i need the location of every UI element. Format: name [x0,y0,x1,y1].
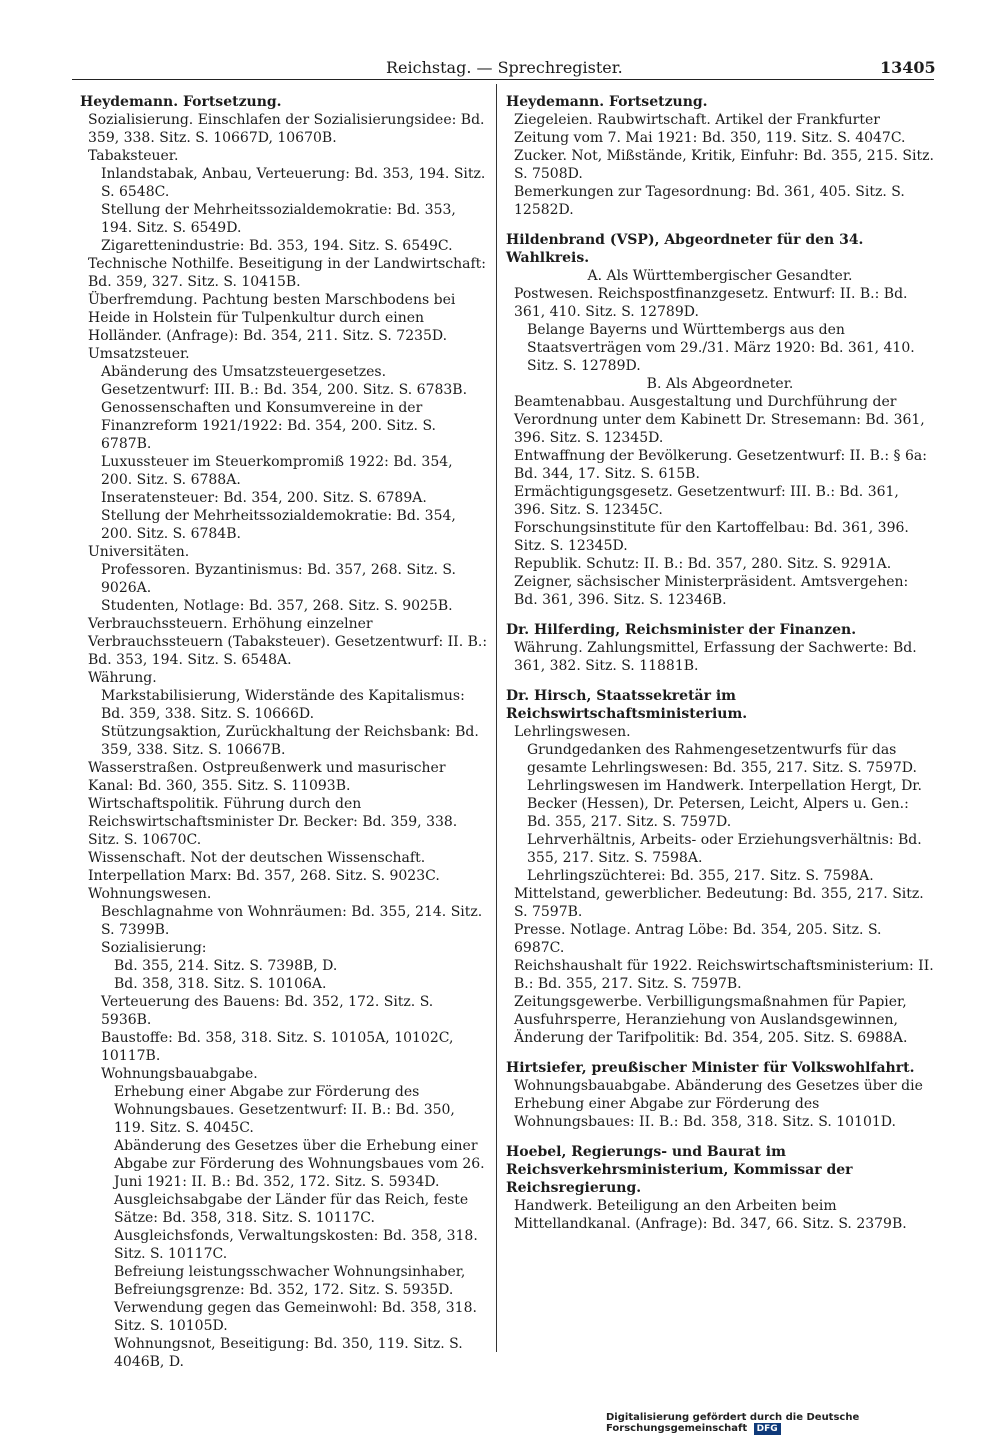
register-entry: Wohnungsbauabgabe. Abänderung des Gesetzes über die Erhebung einer Abgabe zur Förderung des Wohnungsbaues: II. B.: Bd. 358, 318. Sitz. S. 10101D. [514,1078,923,1130]
section-heading: B. Als Abgeordneter. [646,376,794,392]
register-entry: Bd. 358, 318. Sitz. S. 10106A. [114,976,327,992]
register-entry: Bd. 355, 214. Sitz. S. 7398B, D. [114,958,338,974]
speaker-name: Heydemann. Fortsetzung. [506,94,708,110]
register-entry: Professoren. Byzantinismus: Bd. 357, 268. Sitz. S. 9026A. [101,562,456,596]
register-entry: Studenten, Notlage: Bd. 357, 268. Sitz. S. 9025B. [101,598,453,614]
register-entry: Überfremdung. Pachtung besten Marschbodens bei Heide in Holstein für Tulpenkultur durch einen Holländer. (Anfrage): Bd. 354, 211. Sitz. S. 7235D. [88,292,456,344]
register-entry: Verteuerung des Bauens: Bd. 352, 172. Sitz. S. 5936B. [101,994,434,1028]
register-entry: Wohnungswesen. [88,886,212,902]
register-entry: Wohnungsnot, Beseitigung: Bd. 350, 119. Sitz. S. 4046B, D. [114,1336,463,1370]
register-entry: Umsatzsteuer. [88,346,190,362]
register-entry: Sozialisierung. Einschlafen der Sozialisierungsidee: Bd. 359, 338. Sitz. S. 10667D, 10670B. [88,112,485,146]
register-entry: Zigarettenindustrie: Bd. 353, 194. Sitz. S. 6549C. [101,238,453,254]
spacer [506,609,934,621]
register-entry: Wissenschaft. Not der deutschen Wissenschaft. Interpellation Marx: Bd. 357, 268. Sitz. S. 9023C. [88,850,440,884]
register-entry: Erhebung einer Abgabe zur Förderung des Wohnungsbaues. Gesetzentwurf: II. B.: Bd. 350, 119. Sitz. S. 4045C. [114,1084,455,1136]
spacer [506,1047,934,1059]
register-entry: Wasserstraßen. Ostpreußenwerk und masurischer Kanal: Bd. 360, 355. Sitz. S. 11093B. [88,760,446,794]
register-entry: Handwerk. Beteiligung an den Arbeiten beim Mittellandkanal. (Anfrage): Bd. 347, 66. Sitz. S. 2379B. [514,1198,907,1232]
right-column [506,93,934,1233]
register-entry: Wohnungsbauabgabe. [101,1066,258,1082]
register-entry: Stellung der Mehrheitssozialdemokratie: Bd. 354, 200. Sitz. S. 6784B. [101,508,456,542]
register-entry: Ermächtigungsgesetz. Gesetzentwurf: III. B.: Bd. 361, 396. Sitz. S. 12345C. [514,484,899,518]
speaker-name: Dr. Hirsch, Staatssekretär im Reichswirtschaftsministerium. [506,688,748,722]
register-entry: Belange Bayerns und Württembergs aus den Staatsverträgen vom 29./31. März 1920: Bd. 361, 410. Sitz. S. 12789D. [527,322,915,374]
register-entry: Forschungsinstitute für den Kartoffelbau: Bd. 361, 396. Sitz. S. 12345D. [514,520,909,554]
register-entry: Stützungsaktion, Zurückhaltung der Reichsbank: Bd. 359, 338. Sitz. S. 10667B. [101,724,479,758]
speaker-name: Hoebel, Regierungs- und Baurat im Reichsverkehrsministerium, Kommissar der Reichsregierung. [506,1144,853,1196]
register-entry: Befreiung leistungsschwacher Wohnungsinhaber, Befreiungsgrenze: Bd. 352, 172. Sitz. S. 5935D. [114,1264,466,1298]
register-entry: Ausgleichsfonds, Verwaltungskosten: Bd. 358, 318. Sitz. S. 10117C. [114,1228,478,1262]
register-entry: Reichshaushalt für 1922. Reichswirtschaftsministerium: II. B.: Bd. 355, 217. Sitz. S. 7597B. [514,958,934,992]
header-rule [72,79,934,80]
register-entry: Grundgedanken des Rahmengesetzentwurfs für das gesamte Lehrlingswesen: Bd. 355, 217. Sitz. S. 7597D. [527,742,917,776]
dfg-logo: DFG [754,1423,781,1435]
register-entry: Universitäten. [88,544,190,560]
speaker-name: Dr. Hilferding, Reichsminister der Finanzen. [506,622,857,638]
register-entry: Währung. [88,670,157,686]
register-entry: Beschlagnahme von Wohnräumen: Bd. 355, 214. Sitz. S. 7399B. [101,904,483,938]
register-entry: Stellung der Mehrheitssozialdemokratie: Bd. 353, 194. Sitz. S. 6549D. [101,202,456,236]
register-entry: Beamtenabbau. Ausgestaltung und Durchführung der Verordnung unter dem Kabinett Dr. Stresemann: Bd. 361, 396. Sitz. S. 12345D. [514,394,925,446]
running-header: Reichstag. — Sprechregister. [386,58,623,77]
register-entry: Verbrauchssteuern. Erhöhung einzelner Verbrauchssteuern (Tabaksteuer). Gesetzentwurf: II. B.: Bd. 353, 194. Sitz. S. 6548A. [88,616,488,668]
spacer [506,1131,934,1143]
register-entry: Inlandstabak, Anbau, Verteuerung: Bd. 353, 194. Sitz. S. 6548C. [101,166,486,200]
register-entry: Wirtschaftspolitik. Führung durch den Reichswirtschaftsminister Dr. Becker: Bd. 359, 338. Sitz. S. 10670C. [88,796,458,848]
register-entry: Postwesen. Reichspostfinanzgesetz. Entwurf: II. B.: Bd. 361, 410. Sitz. S. 12789D. [514,286,908,320]
register-entry: Ausgleichsabgabe der Länder für das Reich, feste Sätze: Bd. 358, 318. Sitz. S. 10117C. [114,1192,469,1226]
register-entry: Bemerkungen zur Tagesordnung: Bd. 361, 405. Sitz. S. 12582D. [514,184,905,218]
page-number: 13405 [880,58,936,77]
spacer [506,675,934,687]
register-entry: Lehrlingswesen im Handwerk. Interpellation Hergt, Dr. Becker (Hessen), Dr. Petersen, Leicht, Alpers u. Gen.: Bd. 355, 217. Sitz. S. 7597D. [527,778,922,830]
register-entry: Inseratensteuer: Bd. 354, 200. Sitz. S. 6789A. [101,490,427,506]
register-entry: Zeitungsgewerbe. Verbilligungsmaßnahmen für Papier, Ausfuhrsperre, Heranziehung von Auslandsgewinnen, Änderung der Tarifpolitik: Bd. 354, 205. Sitz. S. 6988A. [514,994,908,1046]
register-entry: Verwendung gegen das Gemeinwohl: Bd. 358, 318. Sitz. S. 10105D. [114,1300,477,1334]
register-entry: Markstabilisierung, Widerstände des Kapitalismus: Bd. 359, 338. Sitz. S. 10666D. [101,688,465,722]
register-entry: Währung. Zahlungsmittel, Erfassung der Sachwerte: Bd. 361, 382. Sitz. S. 11881B. [514,640,917,674]
register-entry: Lehrlingszüchterei: Bd. 355, 217. Sitz. S. 7598A. [527,868,874,884]
section-heading: A. Als Württembergischer Gesandter. [587,268,853,284]
register-entry: Zucker. Not, Mißstände, Kritik, Einfuhr: Bd. 355, 215. Sitz. S. 7508D. [514,148,934,182]
speaker-name: Hirtsiefer, preußischer Minister für Volkswohlfahrt. [506,1060,915,1076]
register-entry: Republik. Schutz: II. B.: Bd. 357, 280. Sitz. S. 9291A. [514,556,892,572]
speaker-name: Hildenbrand (VSP), Abgeordneter für den 34. Wahlkreis. [506,232,864,266]
register-entry: Technische Nothilfe. Beseitigung in der Landwirtschaft: Bd. 359, 327. Sitz. S. 10415B. [88,256,486,290]
footer-text: Digitalisierung gefördert durch die Deutsche Forschungsgemeinschaft [606,1412,860,1434]
speaker-name: Heydemann. Fortsetzung. [80,94,282,110]
footer-credit [606,1412,1000,1435]
spacer [506,219,934,231]
register-entry: Luxussteuer im Steuerkompromiß 1922: Bd. 354, 200. Sitz. S. 6788A. [101,454,453,488]
register-entry: Lehrlingswesen. [514,724,631,740]
register-entry: Genossenschaften und Konsumvereine in der Finanzreform 1921/1922: Bd. 354, 200. Sitz. S. 6787B. [101,400,437,452]
register-entry: Abänderung des Gesetzes über die Erhebung einer Abgabe zur Förderung des Wohnungsbaues vom 26. Juni 1921: II. B.: Bd. 352, 172. Sitz. S. 5934D. [114,1138,485,1190]
register-entry: Abänderung des Umsatzsteuergesetzes. Gesetzentwurf: III. B.: Bd. 354, 200. Sitz. S. 6783B. [101,364,468,398]
register-entry: Tabaksteuer. [88,148,179,164]
register-entry: Mittelstand, gewerblicher. Bedeutung: Bd. 355, 217. Sitz. S. 7597B. [514,886,924,920]
register-entry: Sozialisierung: [101,940,207,956]
register-entry: Baustoffe: Bd. 358, 318. Sitz. S. 10105A, 10102C, 10117B. [101,1030,454,1064]
left-column [80,93,488,1371]
column-divider [496,84,497,1352]
register-entry: Presse. Notlage. Antrag Löbe: Bd. 354, 205. Sitz. S. 6987C. [514,922,882,956]
register-entry: Zeigner, sächsischer Ministerpräsident. Amtsvergehen: Bd. 361, 396. Sitz. S. 12346B. [514,574,909,608]
register-entry: Entwaffnung der Bevölkerung. Gesetzentwurf: II. B.: § 6a: Bd. 344, 17. Sitz. S. 615B. [514,448,927,482]
register-entry: Ziegeleien. Raubwirtschaft. Artikel der Frankfurter Zeitung vom 7. Mai 1921: Bd. 350, 119. Sitz. S. 4047C. [514,112,906,146]
register-entry: Lehrverhältnis, Arbeits- oder Erziehungsverhältnis: Bd. 355, 217. Sitz. S. 7598A. [527,832,922,866]
